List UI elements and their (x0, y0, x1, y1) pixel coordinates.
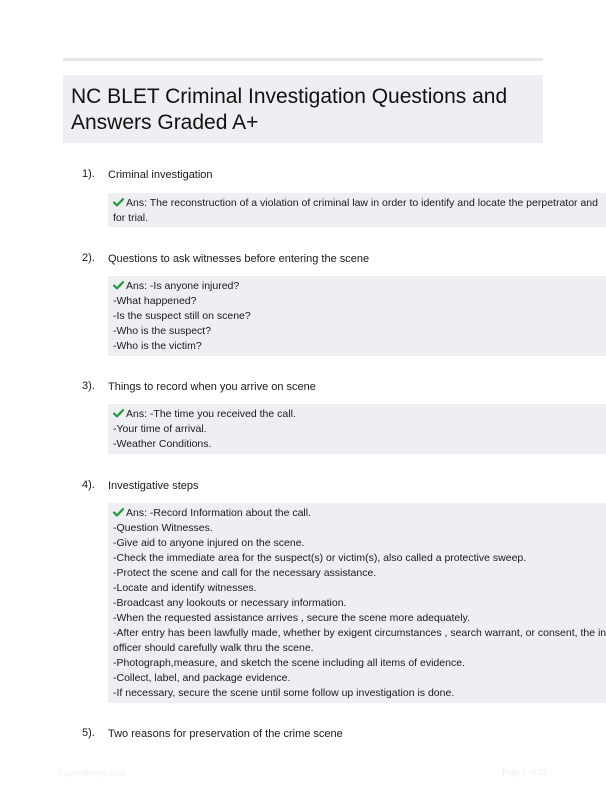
answer-line (113, 196, 606, 211)
question-text: Things to record when you arrive on scene (108, 381, 316, 393)
answer-box (108, 276, 606, 356)
question-number: 2). (82, 252, 95, 264)
top-divider (63, 58, 543, 61)
footer-page-number: Page 1 of 22 (502, 767, 548, 777)
answer-line-text: Ans: -Is anyone injured? (126, 280, 240, 292)
answer-line: -Protect the scene and call for the necessary assistance. (113, 567, 377, 579)
answer-line: -Your time of arrival. (113, 423, 207, 435)
question-number: 4). (82, 479, 95, 491)
answer-line: -Collect, label, and package evidence. (113, 672, 291, 684)
footer-site-watermark: Paperlibrary.com (58, 768, 126, 778)
answer-line: -Is the suspect still on scene? (113, 310, 251, 322)
answer-line: -Broadcast any lookouts or necessary information. (113, 597, 347, 609)
title-banner (63, 75, 543, 143)
question-number: 5). (82, 727, 95, 739)
answer-line (113, 279, 606, 294)
answer-line-text: Ans: -Record Information about the call. (126, 507, 312, 519)
answer-line: -If necessary, secure the scene until some follow up investigation is done. (113, 687, 455, 699)
answer-line (113, 506, 606, 521)
check-icon (113, 508, 124, 517)
answer-line: for trial. (113, 212, 149, 224)
page-title: NC BLET Criminal Investigation Questions and Answers Graded A+ (71, 85, 508, 134)
question-number: 3). (82, 380, 95, 392)
answer-box (108, 404, 606, 454)
answer-box (108, 193, 606, 227)
answer-line: -Photograph,measure, and sketch the scene including all items of evidence. (113, 657, 465, 669)
answer-line: -What happened? (113, 295, 197, 307)
question-number: 1). (82, 168, 95, 180)
answer-line: -Weather Conditions. (113, 438, 212, 450)
answer-line: -Give aid to anyone injured on the scene. (113, 537, 305, 549)
answer-line: -When the requested assistance arrives , secure the scene more adequately. (113, 612, 470, 624)
answer-line (113, 407, 606, 422)
answer-box (108, 503, 606, 703)
question-text: Investigative steps (108, 480, 199, 492)
question-text: Two reasons for preservation of the crime scene (108, 728, 343, 740)
answer-line-text: Ans: The reconstruction of a violation of criminal law in order to identify and locate the perpetrator and (126, 197, 598, 209)
answer-line: -After entry has been lawfully made, whether by exigent circumstances , search warrant, or consent, the in (113, 627, 606, 639)
question-text: Criminal investigation (108, 169, 213, 181)
answer-line: -Check the immediate area for the suspect(s) or victim(s), also called a protective sweep. (113, 552, 527, 564)
answer-line: -Who is the victim? (113, 340, 202, 352)
answer-line: -Who is the suspect? (113, 325, 212, 337)
answer-line-text: Ans: -The time you received the call. (126, 408, 296, 420)
answer-line: -Question Witnesses. (113, 522, 213, 534)
check-icon (113, 281, 124, 290)
check-icon (113, 409, 124, 418)
answer-line: -Locate and identify witnesses. (113, 582, 257, 594)
answer-line: officer should carefully walk thru the scene. (113, 642, 314, 654)
question-text: Questions to ask witnesses before entering the scene (108, 253, 370, 265)
check-icon (113, 198, 124, 207)
